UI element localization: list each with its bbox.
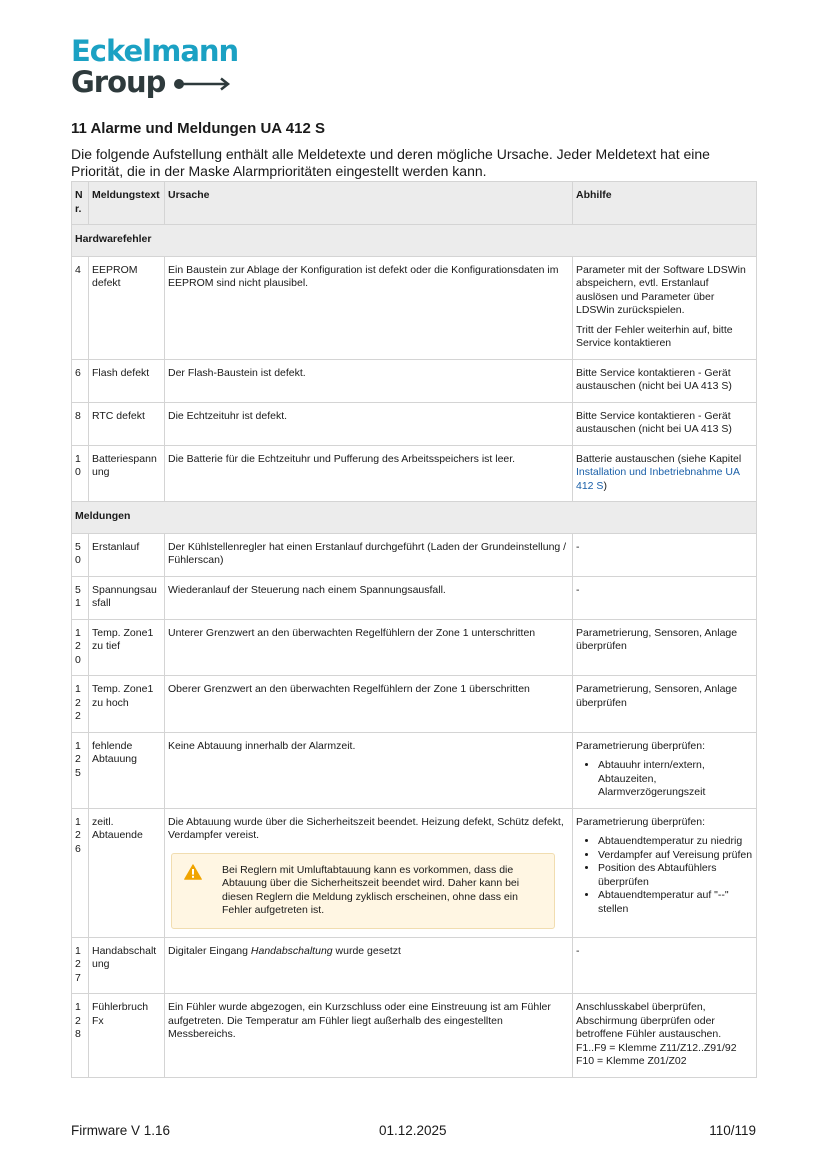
cell-fix: Parametrierung, Sensoren, Anlage überprüfen	[573, 676, 757, 733]
table-row	[72, 256, 757, 359]
cell-nr: 128	[72, 994, 89, 1078]
logo-text-eckelmann: Eckelmann	[71, 34, 239, 68]
cell-text: Spannungsausfall	[89, 576, 165, 619]
cell-cause: Ein Baustein zur Ablage der Konfiguration ist defekt oder die Konfigurationsdaten im EEPROM sind nicht plausibel.	[165, 256, 573, 359]
cell-text: RTC defekt	[89, 402, 165, 445]
list-item: • Verdampfer auf Vereisung prüfen	[598, 849, 753, 863]
warning-text: Bei Reglern mit Umluftabtauung kann es vorkommen, dass die Abtauung über die Sicherheitszeit beendet wird. Daher kann bei diesen Reglern die Meldung zyklisch erscheinen, ohne dass ein Fehler aufgetreten ist.	[222, 863, 520, 916]
warning-triangle-icon	[184, 864, 202, 880]
cell-text: Batteriespannung	[89, 445, 165, 502]
cell-cause: Die Batterie für die Echtzeituhr und Pufferung des Arbeitsspeichers ist leer.	[165, 445, 573, 502]
table-row	[72, 732, 757, 808]
arrow-right-icon	[173, 77, 231, 91]
cell-nr: 122	[72, 676, 89, 733]
list-item: • Position des Abtaufühlers überprüfen	[598, 862, 753, 889]
cell-fix: Parametrierung überprüfen: • Abtauuhr intern/extern, Abtauzeiten, Alarmverzögerungszeit	[573, 732, 757, 808]
list-item: • Abtauuhr intern/extern, Abtauzeiten, Alarmverzögerungszeit	[598, 759, 753, 800]
column-header-text: Meldungstext	[89, 182, 165, 225]
cell-fix: Batterie austauschen (siehe Kapitel Installation und Inbetriebnahme UA 412 S)	[573, 445, 757, 502]
cell-text: EEPROM defekt	[89, 256, 165, 359]
cell-cause: Die Abtauung wurde über die Sicherheitszeit beendet. Heizung defekt, Schütz defekt, Verdampfer vereist. Bei Reglern mit Umluftabtauung kann es vorkommen, dass die Abtauung über die Sicherheitszeit beendet wird. Daher kann bei diesen Reglern die Meldung zyklisch erscheinen, ohne dass ein Fehler aufgetreten ist.	[165, 808, 573, 937]
warning-callout	[171, 853, 555, 929]
footer-date: 01.12.2025	[379, 1123, 447, 1138]
cell-fix: Parametrierung überprüfen: • Abtauendtemperatur zu niedrig • Verdampfer auf Vereisung prüfen • Position des Abtaufühlers überprüfen • Abtauendtemperatur auf "--" stellen	[573, 808, 757, 937]
cell-nr: 126	[72, 808, 89, 937]
cell-fix: -	[573, 576, 757, 619]
table-row	[72, 402, 757, 445]
footer-firmware: Firmware V 1.16	[71, 1123, 171, 1138]
cell-fix: Parametrierung, Sensoren, Anlage überprüfen	[573, 619, 757, 676]
table-header-row	[72, 182, 757, 225]
cell-text: Flash defekt	[89, 359, 165, 402]
section-title: 11 Alarme und Meldungen UA 412 S	[71, 120, 325, 137]
cell-cause: Unterer Grenzwert an den überwachten Regelfühlern der Zone 1 unterschritten	[165, 619, 573, 676]
table-row	[72, 808, 757, 937]
cell-text: Handabschaltung	[89, 937, 165, 994]
cell-nr: 10	[72, 445, 89, 502]
cell-nr: 51	[72, 576, 89, 619]
cell-cause: Wiederanlauf der Steuerung nach einem Spannungsausfall.	[165, 576, 573, 619]
cell-cause: Der Kühlstellenregler hat einen Erstanlauf durchgeführt (Laden der Grundeinstellung / Fühlerscan)	[165, 533, 573, 576]
table-row	[72, 937, 757, 994]
column-header-nr: Nr.	[72, 182, 89, 225]
alarm-table	[71, 181, 757, 1078]
cell-nr: 50	[72, 533, 89, 576]
column-header-fix: Abhilfe	[573, 182, 757, 225]
cell-fix: -	[573, 937, 757, 994]
column-header-cause: Ursache	[165, 182, 573, 225]
cell-cause: Ein Fühler wurde abgezogen, ein Kurzschluss oder eine Einstreuung ist am Fühler aufgetreten. Die Temperatur am Fühler liegt außerhalb des eingestellten Messbereichs.	[165, 994, 573, 1078]
cell-nr: 4	[72, 256, 89, 359]
table-row	[72, 576, 757, 619]
table-row	[72, 533, 757, 576]
group-hardwarefehler: Hardwarefehler	[72, 225, 757, 257]
cell-text: zeitl. Abtauende	[89, 808, 165, 937]
cell-nr: 6	[72, 359, 89, 402]
company-logo	[71, 36, 238, 98]
cell-nr: 8	[72, 402, 89, 445]
table-row	[72, 359, 757, 402]
cell-nr: 127	[72, 937, 89, 994]
cell-fix: Parameter mit der Software LDSWin abspeichern, evtl. Erstanlauf auslösen und Parameter über LDSWin zurückspielen. Tritt der Fehler weiterhin auf, bitte Service kontaktieren	[573, 256, 757, 359]
table-row	[72, 619, 757, 676]
cell-nr: 125	[72, 732, 89, 808]
cell-cause: Der Flash-Baustein ist defekt.	[165, 359, 573, 402]
cell-fix: Anschlusskabel überprüfen, Abschirmung überprüfen oder betroffene Fühler austauschen. F1..F9 = Klemme Z11/Z12..Z91/92 F10 = Klemme Z01/Z02	[573, 994, 757, 1078]
cell-fix: -	[573, 533, 757, 576]
list-item: • Abtauendtemperatur zu niedrig	[598, 835, 753, 849]
cell-text: Fühlerbruch Fx	[89, 994, 165, 1078]
table-row	[72, 994, 757, 1078]
group-row	[72, 225, 757, 257]
cell-cause: Digitaler Eingang Handabschaltung wurde gesetzt	[165, 937, 573, 994]
cell-fix: Bitte Service kontaktieren - Gerät austauschen (nicht bei UA 413 S)	[573, 402, 757, 445]
cell-nr: 120	[72, 619, 89, 676]
cell-cause: Keine Abtauung innerhalb der Alarmzeit.	[165, 732, 573, 808]
group-meldungen: Meldungen	[72, 502, 757, 534]
cell-cause: Oberer Grenzwert an den überwachten Regelfühlern der Zone 1 überschritten	[165, 676, 573, 733]
cell-text: fehlende Abtauung	[89, 732, 165, 808]
cell-cause: Die Echtzeituhr ist defekt.	[165, 402, 573, 445]
cell-text: Temp. Zone1 zu tief	[89, 619, 165, 676]
cell-text: Erstanlauf	[89, 533, 165, 576]
link-installation-chapter[interactable]: Installation und Inbetriebnahme UA 412 S	[576, 466, 740, 492]
cell-fix: Bitte Service kontaktieren - Gerät austauschen (nicht bei UA 413 S)	[573, 359, 757, 402]
footer-page-number: 110/119	[709, 1123, 756, 1138]
group-row	[72, 502, 757, 534]
cell-text: Temp. Zone1 zu hoch	[89, 676, 165, 733]
logo-text-group: Group	[71, 65, 166, 99]
table-row	[72, 445, 757, 502]
intro-paragraph: Die folgende Aufstellung enthält alle Meldetexte und deren mögliche Ursache. Jeder Meldetext hat eine Priorität, die in der Maske Alarmprioritäten eingestellt werden kann.	[71, 146, 710, 179]
table-row	[72, 676, 757, 733]
list-item: • Abtauendtemperatur auf "--" stellen	[598, 889, 753, 916]
